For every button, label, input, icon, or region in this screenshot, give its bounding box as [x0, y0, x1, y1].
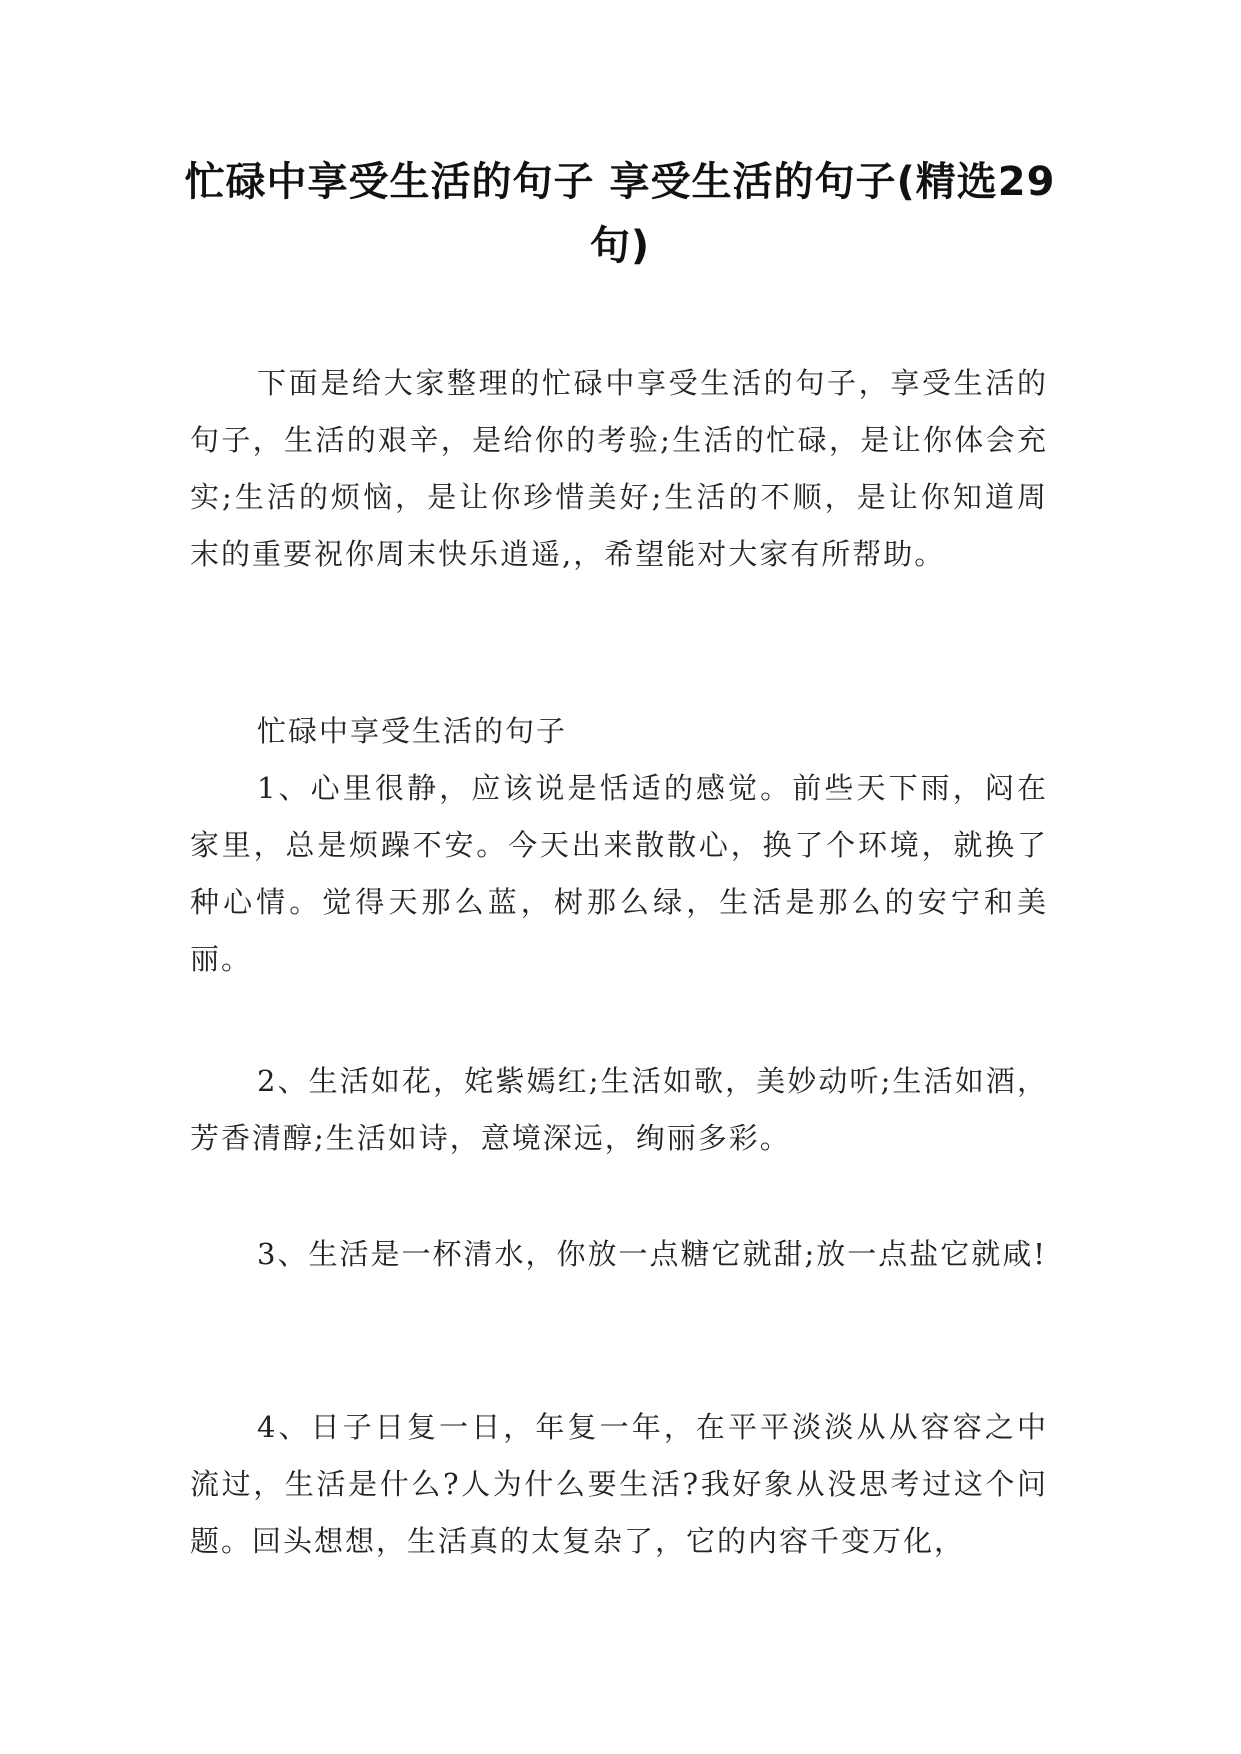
document-title: 忙碌中享受生活的句子 享受生活的句子(精选29句) [184, 159, 1056, 269]
sentence-paragraph-4: 4、日子日复一日，年复一年，在平平淡淡从从容容之中流过，生活是什么?人为什么要生活?我好象从没思考过这个问题。回头想想，生活真的太复杂了，它的内容千变万化， [190, 1410, 1048, 1558]
sentence-paragraph-1: 1、心里很静，应该说是恬适的感觉。前些天下雨，闷在家里，总是烦躁不安。今天出来散散心，换了个环境，就换了种心情。觉得天那么蓝，树那么绿，生活是那么的安宁和美丽。 [190, 771, 1048, 976]
intro-paragraph: 下面是给大家整理的忙碌中享受生活的句子，享受生活的句子，生活的艰辛，是给你的考验;生活的忙碌，是让你体会充实;生活的烦恼，是让你珍惜美好;生活的不顺，是让你知道周末的重要祝你周末快乐逍遥,，希望能对大家有所帮助。 [190, 366, 1048, 571]
sentence-paragraph-2: 2、生活如花，姹紫嫣红;生活如歌，美妙动听;生活如酒，芳香清醇;生活如诗，意境深远，绚丽多彩。 [190, 1064, 1048, 1155]
section-heading: 忙碌中享受生活的句子 [257, 714, 568, 748]
sentence-paragraph-3: 3、生活是一杯清水，你放一点糖它就甜;放一点盐它就咸! [257, 1237, 1047, 1271]
